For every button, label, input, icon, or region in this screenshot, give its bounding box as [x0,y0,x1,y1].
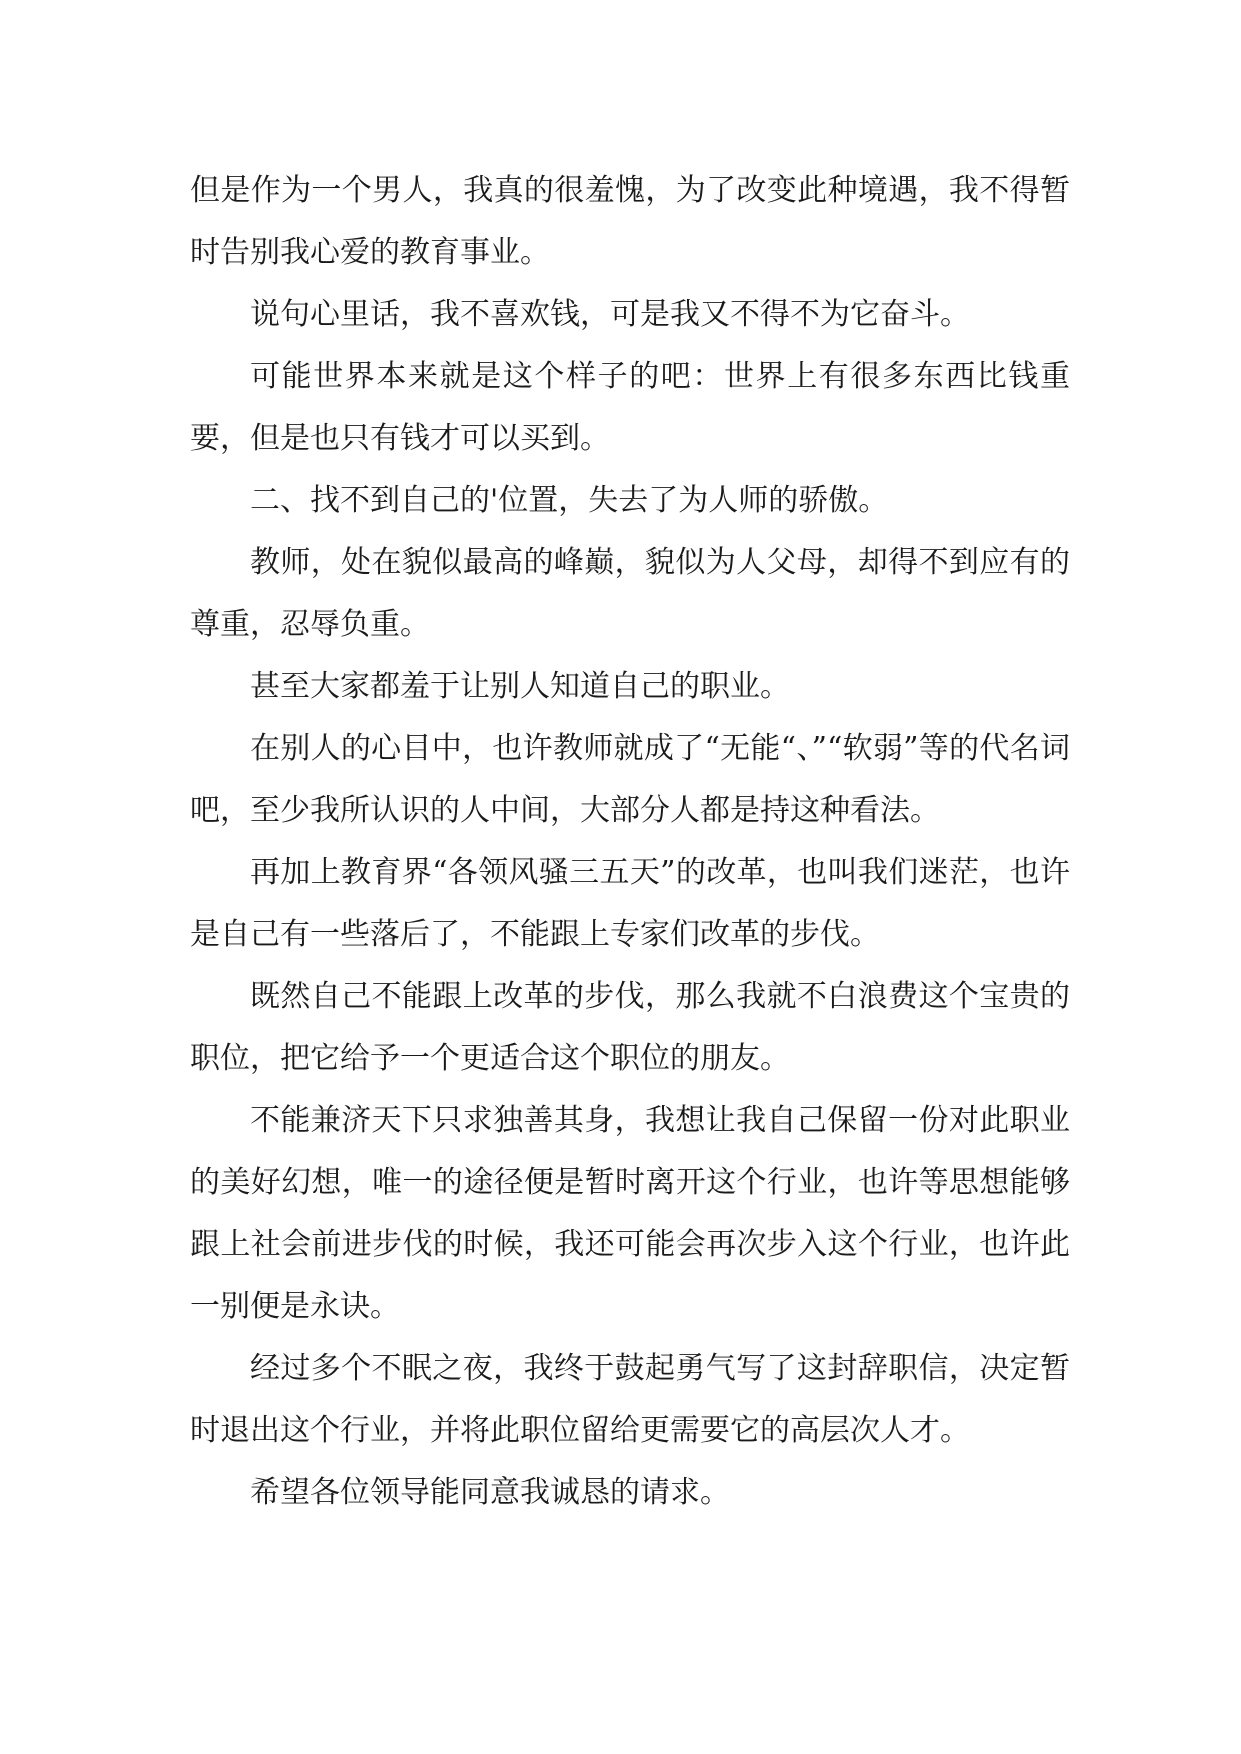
paragraph: 在别人的心目中，也许教师就成了“无能“、”“软弱”等的代名词吧，至少我所认识的人中间，大部分人都是持这种看法。 [190,731,1070,828]
paragraph: 甚至大家都羞于让别人知道自己的职业。 [250,669,790,704]
paragraph: 不能兼济天下只求独善其身，我想让我自己保留一份对此职业的美好幻想，唯一的途径便是暂时离开这个行业，也许等思想能够跟上社会前进步伐的时候，我还可能会再次步入这个行业，也许此一别便是永诀。 [190,1103,1070,1324]
paragraph: 经过多个不眠之夜，我终于鼓起勇气写了这封辞职信，决定暂时退出这个行业，并将此职位留给更需要它的高层次人才。 [190,1351,1070,1448]
paragraph: 二、找不到自己的'位置，失去了为人师的骄傲。 [250,483,889,518]
paragraph: 说句心里话，我不喜欢钱，可是我又不得不为它奋斗。 [250,297,970,332]
document-body [190,160,1070,1524]
paragraph: 希望各位领导能同意我诚恳的请求。 [250,1475,730,1510]
paragraph: 可能世界本来就是这个样子的吧：世界上有很多东西比钱重要，但是也只有钱才可以买到。 [190,359,1070,456]
paragraph: 再加上教育界“各领风骚三五天”的改革，也叫我们迷茫，也许是自己有一些落后了，不能跟上专家们改革的步伐。 [190,855,1070,952]
paragraph: 既然自己不能跟上改革的步伐，那么我就不白浪费这个宝贵的职位，把它给予一个更适合这个职位的朋友。 [190,979,1070,1076]
paragraph: 教师，处在貌似最高的峰巅，貌似为人父母，却得不到应有的尊重，忍辱负重。 [190,545,1070,642]
paragraph: 但是作为一个男人，我真的很羞愧，为了改变此种境遇，我不得暂时告别我心爱的教育事业。 [190,173,1070,270]
